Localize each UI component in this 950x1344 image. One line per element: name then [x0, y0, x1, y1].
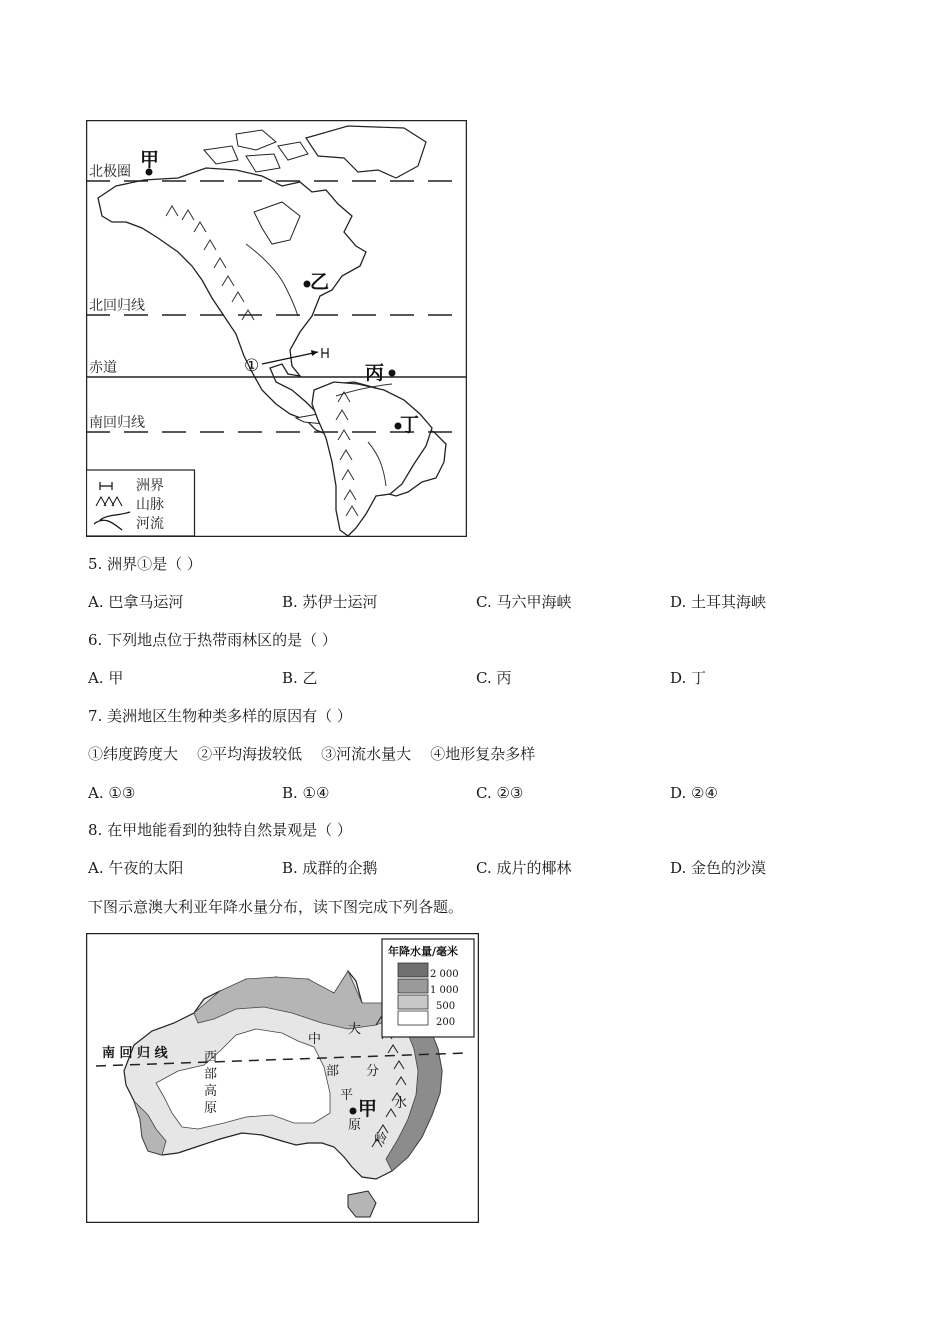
legend-swatch-2000: [398, 963, 428, 977]
q7-option-b[interactable]: B. ①④: [282, 784, 330, 802]
q8-option-b[interactable]: B. 成群的企鹅: [282, 859, 378, 877]
range-1: 大: [348, 1022, 362, 1037]
legend-swatch-1000: [398, 979, 428, 993]
place-yi: 乙: [310, 271, 330, 293]
legend-mountain: 山脉: [136, 497, 164, 513]
map2-legend: [382, 939, 474, 1037]
australia-intro: 下图示意澳大利亚年降水量分布，读下图完成下列各题。: [88, 898, 464, 916]
legend-title: 年降水量/毫米: [388, 945, 459, 958]
legend-swatch-500: [398, 995, 428, 1009]
question-8-stem: 8. 在甲地能看到的独特自然景观是（ ）: [88, 821, 352, 839]
americas-map: [86, 120, 467, 537]
question-7-stem: 7. 美洲地区生物种类多样的原因有（ ）: [88, 707, 352, 725]
q5-option-a[interactable]: A. 巴拿马运河: [88, 593, 184, 611]
question-6-stem: 6. 下列地点位于热带雨林区的是（ ）: [88, 631, 337, 649]
range-2: 分: [366, 1064, 380, 1079]
range-3: 水: [394, 1096, 408, 1111]
australia-place-jia: 甲: [358, 1098, 378, 1120]
west-plateau-4: 原: [204, 1101, 218, 1116]
q6-option-c[interactable]: C. 丙: [476, 669, 512, 687]
q8-option-a[interactable]: A. 午夜的太阳: [88, 859, 184, 877]
legend-boundary: 洲界: [136, 478, 164, 494]
equator-label: 赤道: [89, 360, 117, 376]
west-plateau-2: 部: [204, 1067, 218, 1082]
australia-map: [86, 933, 479, 1223]
legend-value-2000: 2 000: [430, 969, 459, 980]
west-plateau-1: 西: [204, 1050, 218, 1065]
q6-option-d[interactable]: D. 丁: [670, 669, 707, 687]
boundary-marker-label: ①: [244, 356, 260, 376]
q6-option-b[interactable]: B. 乙: [282, 669, 318, 687]
tropic-of-cancer-label: 北回归线: [89, 298, 145, 314]
q7-option-d[interactable]: D. ②④: [670, 784, 718, 802]
q5-option-c[interactable]: C. 马六甲海峡: [476, 593, 572, 611]
legend-value-500: 500: [436, 1001, 456, 1012]
arctic-circle-label: 北极圈: [89, 164, 131, 180]
place-jia: 甲: [140, 149, 160, 171]
q8-option-d[interactable]: D. 金色的沙漠: [670, 859, 767, 877]
q5-option-b[interactable]: B. 苏伊士运河: [282, 593, 378, 611]
central-plain-4: 原: [348, 1118, 362, 1133]
range-4: 岭: [374, 1132, 388, 1147]
legend-value-1000: 1 000: [430, 985, 459, 996]
question-7-statements: ①纬度跨度大 ②平均海拔较低 ③河流水量大 ④地形复杂多样: [88, 745, 536, 763]
q5-option-d[interactable]: D. 土耳其海峡: [670, 593, 767, 611]
q7-option-a[interactable]: A. ①③: [88, 784, 136, 802]
q6-option-a[interactable]: A. 甲: [88, 669, 124, 687]
central-plain-3: 平: [340, 1088, 354, 1103]
place-ding: 丁: [400, 414, 420, 436]
legend-swatch-200: [398, 1011, 428, 1025]
q7-option-c[interactable]: C. ②③: [476, 784, 524, 802]
tropic-label: 南 回 归 线: [102, 1046, 168, 1061]
q8-option-c[interactable]: C. 成片的椰林: [476, 859, 572, 877]
legend-value-200: 200: [436, 1017, 456, 1028]
central-plain-2: 部: [326, 1064, 340, 1079]
question-5-stem: 5. 洲界①是（ ）: [88, 555, 202, 573]
place-bing: 丙: [365, 362, 385, 384]
tropic-of-capricorn-label: 南回归线: [89, 415, 145, 431]
west-plateau-3: 高: [204, 1084, 218, 1099]
central-plain-1: 中: [308, 1032, 322, 1047]
legend-river: 河流: [136, 516, 164, 532]
